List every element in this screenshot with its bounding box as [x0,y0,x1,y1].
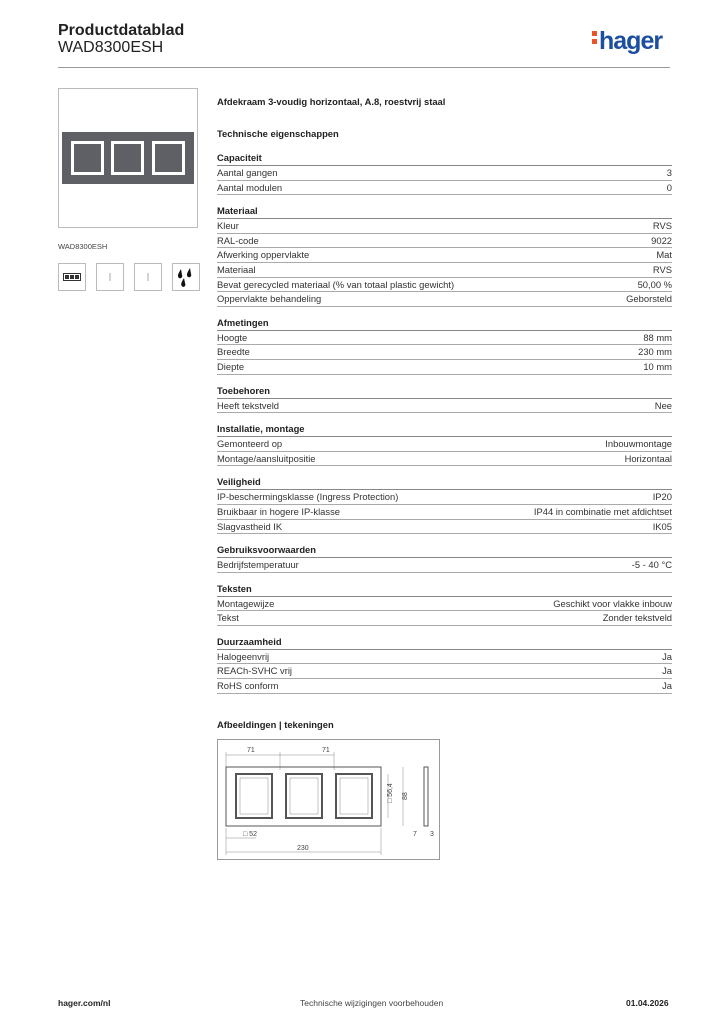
section-heading: Materiaal [217,205,672,219]
property-value: RVS [652,220,672,232]
dim-window: □ 52 [243,831,257,838]
product-code: WAD8300ESH [58,39,164,56]
dim-inner: □ 56,4 [387,783,394,803]
property-row [217,331,672,346]
section-veiligheid [217,476,672,534]
property-label: Oppervlakte behandeling [217,293,322,305]
property-value: Mat [656,249,672,261]
section-heading: Gebruiksvoorwaarden [217,544,672,558]
product-details [217,96,672,704]
dim-pitch-a: 71 [247,747,255,754]
property-row [217,437,672,452]
property-label: Bruikbaar in hogere IP-klasse [217,505,340,517]
property-row [217,399,672,414]
section-heading: Teksten [217,583,672,597]
property-label: Aantal modulen [217,181,283,193]
property-row [217,248,672,263]
property-label: Kleur [217,220,239,232]
page-title: Productdatablad [58,22,185,39]
property-label: Diepte [217,360,245,372]
property-row [217,181,672,196]
dim-pitch-b: 71 [322,747,330,754]
dim-height: 88 [402,792,409,800]
property-label: Afwerking oppervlakte [217,249,310,261]
property-row [217,520,672,535]
section-toebehoren [217,385,672,414]
section-installatie-montage [217,423,672,466]
property-value: Zonder tekstveld [602,612,672,624]
section-heading: Capaciteit [217,152,672,166]
property-value: 0 [666,181,672,193]
property-value: Inbouwmontage [605,438,672,450]
placeholder-icon [96,263,124,291]
property-label: RAL-code [217,234,259,246]
property-label: IP-beschermingsklasse (Ingress Protection) [217,491,399,503]
product-description: Afdekraam 3-voudig horizontaal, A.8, roestvrij staal [217,96,446,107]
property-label: Heeft tekstveld [217,399,280,411]
property-label: Aantal gangen [217,167,278,178]
property-row [217,505,672,520]
property-value: 3 [666,167,672,178]
property-label: Montagewijze [217,597,275,609]
footer-disclaimer: Technische wijzigingen voorbehouden [300,998,444,1008]
section-heading: Afmetingen [217,317,672,331]
property-sections [217,152,672,694]
product-image-caption: WAD8300ESH [58,242,108,251]
property-value: IP44 in combinatie met afdichtset [533,505,672,517]
property-row [217,166,672,181]
property-label: Slagvastheid IK [217,520,283,532]
footer-date: 01.04.2026 [626,998,669,1008]
section-capaciteit [217,152,672,195]
placeholder-icon [134,263,162,291]
water-drops-icon [172,263,200,291]
technical-drawing [217,739,440,860]
section-materiaal [217,205,672,307]
property-value: Ja [662,650,672,662]
property-value: 50,00 % [637,278,672,290]
property-row [217,679,672,694]
dim-width: 230 [297,845,309,852]
property-row [217,292,672,307]
property-label: Gemonteerd op [217,438,283,450]
property-label: Bedrijfstemperatuur [217,559,299,571]
property-row [217,360,672,375]
property-value: Nee [654,399,672,411]
property-value: Ja [662,665,672,677]
property-value: 88 mm [643,331,672,343]
property-row [217,234,672,249]
property-value: -5 - 40 °C [631,559,672,571]
property-row [217,263,672,278]
header-divider [58,67,670,68]
property-value: IK05 [652,520,672,532]
property-label: Bevat gerecycled materiaal (% van totaal plastic gewicht) [217,278,455,290]
property-value: Geschikt voor vlakke inbouw [553,597,672,609]
property-value: RVS [652,263,672,275]
dim-side-b: 3 [430,831,434,838]
product-icons [58,263,200,291]
property-label: Hoogte [217,331,248,343]
property-value: Geborsteld [626,293,672,305]
triple-frame-icon [58,263,86,291]
property-row [217,219,672,234]
section-teksten [217,583,672,626]
section-heading: Veiligheid [217,476,672,490]
property-value: 230 mm [638,346,672,358]
property-label: Tekst [217,612,239,624]
section-heading: Toebehoren [217,385,672,399]
property-row [217,664,672,679]
property-row [217,452,672,467]
property-label: Materiaal [217,263,256,275]
property-value: IP20 [652,491,672,503]
property-label: REACh-SVHC vrij [217,665,293,677]
section-gebruiksvoorwaarden [217,544,672,573]
tech-properties-title: Technische eigenschappen [217,128,339,139]
section-heading: Installatie, montage [217,423,672,437]
property-label: RoHS conform [217,680,279,692]
dim-side-a: 7 [413,831,417,838]
property-value: 10 mm [643,360,672,372]
property-row [217,611,672,626]
hager-logo: hager [592,27,662,56]
property-value: Horizontaal [624,452,672,464]
property-row [217,278,672,293]
section-duurzaamheid [217,636,672,694]
footer-website[interactable]: hager.com/nl [58,998,111,1008]
property-row [217,650,672,665]
property-row [217,490,672,505]
product-image [58,88,198,228]
property-label: Montage/aansluitpositie [217,452,316,464]
property-value: 9022 [651,234,672,246]
property-row [217,345,672,360]
property-label: Breedte [217,346,250,358]
property-row [217,597,672,612]
section-afmetingen [217,317,672,375]
drawings-title: Afbeeldingen | tekeningen [217,719,334,730]
section-heading: Duurzaamheid [217,636,672,650]
property-label: Halogeenvrij [217,650,270,662]
property-row [217,558,672,573]
property-value: Ja [662,680,672,692]
